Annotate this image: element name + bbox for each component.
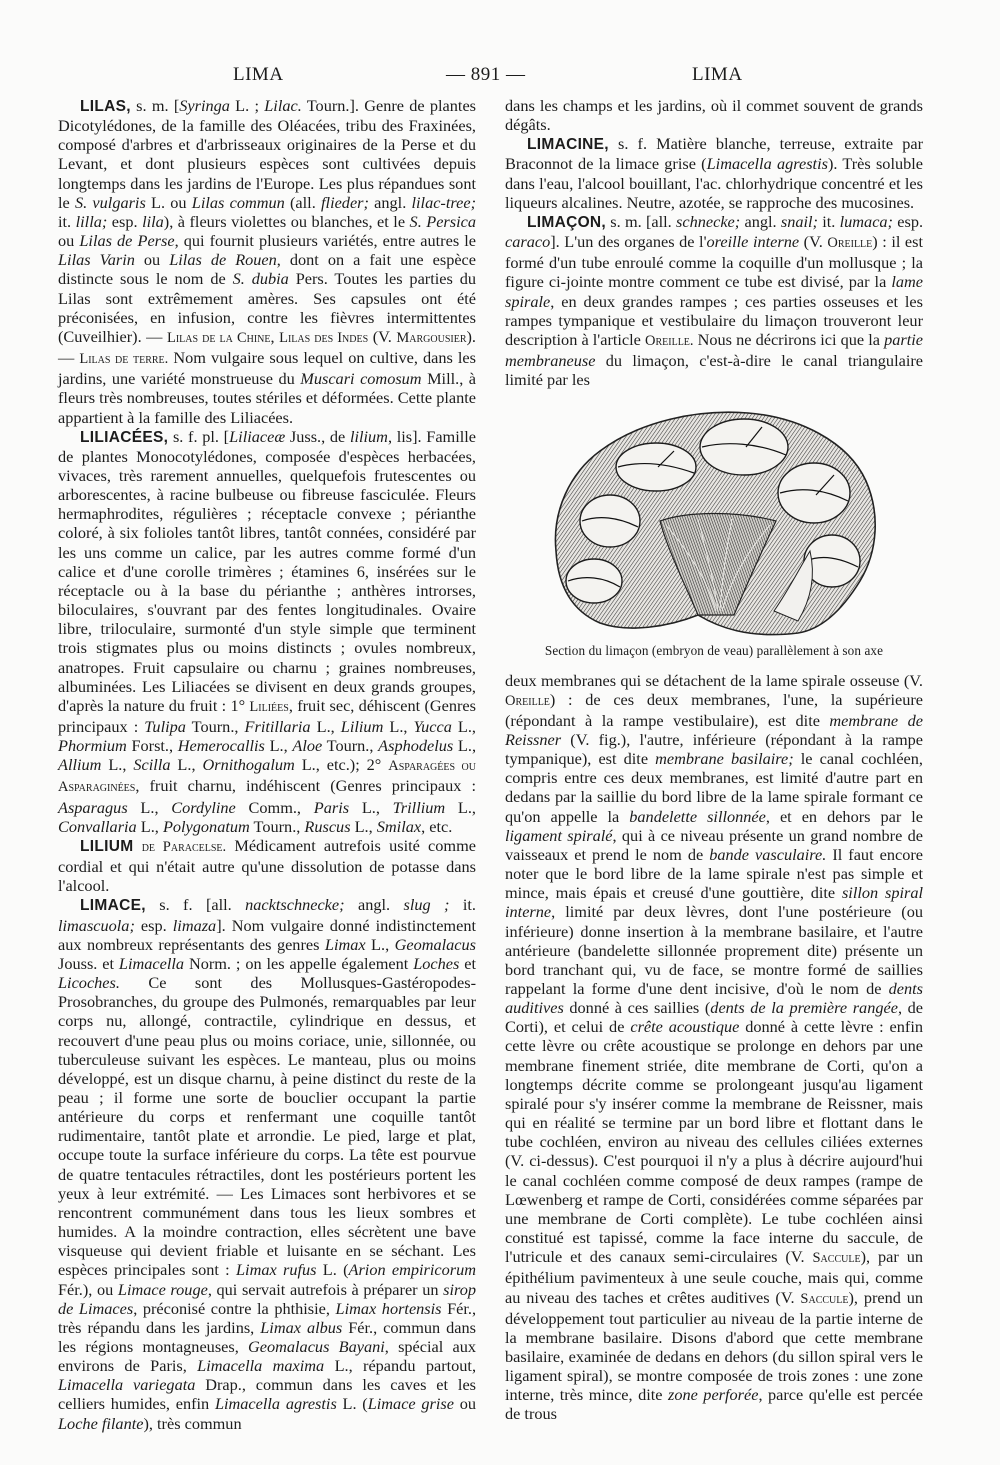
- right-column-bottom: [505, 671, 923, 1424]
- entry-headword: LIMACINE,: [527, 136, 609, 154]
- page-number: — 891 —: [446, 64, 526, 85]
- left-entry: [58, 96, 476, 427]
- entry-body: s. m. [Syringa L. ; Lilac. Tourn.]. Genre de plantes Dicotylédones, de la famille des Oléacées, tribu des Fraxinées, composé d'arbres et d'arbrisseaux originaires de la Perse et du Levant, et dont plusieurs espèces sont cultivées depuis longtemps dans les jardins de l'Europe. Les plus répandues sont le S. vulgaris L. ou Lilas commun (all. flieder; angl. lilac-tree; it. lilla; esp. lila), à fleurs violettes ou blanches, et le S. Persica ou Lilas de Perse, qui fournit plusieurs variétés, entre autres le Lilas Varin ou Lilas de Rouen, dont on a fait une espèce distincte sous le nom de S. dubia Pers. Toutes les parties du Lilas sont extrêmement amères. Ses capsules ont été préconisées, en infusion, contre les fièvres intermittentes (Cuveilhier). — Lilas de la Chine, Lilas des Indes (V. Margousier). — Lilas de terre. Nom vulgaire sous lequel on cultive, dans les jardins, une variété monstrueuse du Muscari comosum Mill., à fleurs très nombreuses, toutes stériles et déformées. Cette plante appartient à la famille des Liliacées.: [58, 96, 477, 427]
- entry-headword: LIMACE,: [80, 897, 146, 915]
- entry-headword: LILIUM: [80, 837, 134, 855]
- entry-body: de Paracelse. Médicament autrefois usité comme cordial et qui n'était autre qu'une dissolution de potasse dans l'alcool.: [58, 835, 476, 896]
- right-top-entry: [505, 212, 923, 389]
- running-header: [0, 64, 1000, 92]
- figure-caption: Section du limaçon (embryon de veau) parallèlement à son axe: [544, 643, 884, 659]
- left-entry: [58, 836, 476, 895]
- cochlea-figure: [505, 401, 923, 660]
- right-column: [505, 96, 923, 1424]
- entry-body: dans les champs et les jardins, où il commet souvent de grands dégâts.: [505, 96, 923, 135]
- entry-body: s. f. pl. [Liliaceæ Juss., de lilium, lis]. Famille de plantes Monocotylédones, composée d'espèces herbacées, vivaces, très rarement annuelles, quelquefois frutescentes ou arborescentes, à racine bulbeuse ou fibreuse fasciculée. Fleurs hermaphrodites, régulières ; réceptacle convexe ; périanthe coloré, à six folioles tantôt libres, tantôt connées, considéré par les uns comme un calice, par les autres comme formé d'un calice et d'une corolle trimères ; étamines 6, insérées sur le réceptacle ou à la base du périanthe ; anthères introrses, biloculaires, s'ouvrant par des fentes longitudinales. Ovaire libre, triloculaire, surmonté d'un style simple que terminent trois stigmates plus ou moins distincts ; ovules nombreux, anatropes. Fruit capsulaire ou charnu ; graines nombreuses, albuminées. Les Liliacées se divisent en deux grands groupes, d'après la nature du fruit : 1° Liliées, fruit sec, déhiscent (Genres principaux : Tulipa Tourn., Fritillaria L., Lilium L., Yucca L., Phormium Forst., Hemerocallis L., Aloe Tourn., Asphodelus L., Allium L., Scilla L., Ornithogalum L., etc.); 2° Asparagées ou Asparaginées, fruit charnu, indéhiscent (Genres principaux : Asparagus L., Cordyline Comm., Paris L., Trillium L., Convallaria L., Polygonatum Tourn., Ruscus L., Smilax, etc.: [58, 426, 477, 836]
- entry-body: s. m. [all. schnecke; angl. snail; it. lumaca; esp. caraco]. L'un des organes de l'oreille interne (V. Oreille) : il est formé d'un tube enroulé comme la coquille d'un mollusque ; la figure ci-jointe montre comment ce tube est divisé, par la lame spirale, en deux grandes rampes ; ces parties osseuses et les rampes tympanique et vestibulaire du limaçon trouveront leur description à l'article Oreille. Nous ne décrirons ici que la partie membraneuse du limaçon, c'est-à-dire le canal triangulaire limité par les: [505, 211, 924, 390]
- right-top-entry: [505, 96, 923, 134]
- right-top-entry: [505, 134, 923, 212]
- right-bottom-entry: [505, 671, 923, 1424]
- entry-headword: LILIACÉES,: [80, 428, 169, 446]
- entry-body: s. f. Matière blanche, terreuse, extraite par Braconnot de la limace grise (Limacella agrestis). Très soluble dans l'eau, l'alcool bouillant, l'ac. chlorhydrique concentré et les liqueurs alcalines. Neutre, azotée, se rapproche des mucosines.: [505, 134, 924, 212]
- entry-headword: LILAS,: [80, 98, 131, 115]
- header-left-word: LIMA: [233, 64, 284, 85]
- header-right-word: LIMA: [692, 64, 743, 85]
- right-column-top: [505, 96, 923, 389]
- entry-headword: LIMAÇON,: [527, 213, 607, 231]
- entry-body: s. f. [all. nacktschnecke; angl. slug ; it. limascuola; esp. limaza]. Nom vulgaire donné indistinctement aux nombreux représentants des genres Limax L., Geomalacus Jouss. et Limacella Norm. ; on les appelle également Loches et Licoches. Ce sont des Mollusques-Gastéropodes-Prosobranches, du groupe des Pulmonés, remarquables par leur corps nu, allongé, contractile, cylindrique en dessus, et recouvert d'une peau plus ou moins coriace, unie, sillonnée, ou tuberculeuse suivant les espèces. Le manteau, plus ou moins développé, est un disque charnu, à peine distinct du reste de la peau ; il forme une sorte de bouclier occupant la partie antérieure du corps et renfermant une coquille tantôt rudimentaire, tantôt plate et arrondie. Le pied, large et plat, occupe toute la surface inférieure du corps. La tête est pourvue de quatre tentacules rétractiles, dont les postérieurs portent les yeux à leur extrémité. — Les Limaces sont herbivores et se rencontrent communément dans tous les lieux sombres et humides. A la moindre contraction, elles sécrètent une bave visqueuse qui devient friable et luisante en se séchant. Les espèces principales sont : Limax rufus L. (Arion empiricorum Fér.), ou Limace rouge, qui servait autrefois à préparer un sirop de Limaces, préconisé contre la phthisie, Limax hortensis Fér., très répandu dans les jardins, Limax albus Fér., commun dans les régions montagneuses, Geomalacus Bayani, spécial aux environs de Paris, Limacella maxima L., répandu partout, Limacella variegata Drap., commun dans les caves et les celliers humides, enfin Limacella agrestis L. (Limace grise ou Loche filante), très commun: [58, 895, 477, 1433]
- left-column: [58, 96, 476, 1433]
- entry-body: deux membranes qui se détachent de la lame spirale osseuse (V. Oreille) : de ces deux membranes, l'une, la supérieure (répondant à la rampe vestibulaire), est dite membrane de Reissner (V. fig.), l'autre, inférieure (répondant à la rampe tympanique), est dite membrane basilaire; le canal cochléen, compris entre ces deux membranes, est limité d'autre part en dedans par la saillie du bord libre de la lame spirale formant ce qu'on appelle la bandelette sillonnée, et en dehors par le ligament spiralé, qui à ce niveau présente un grand nombre de vaisseaux et prend le nom de bande vasculaire. Il faut encore noter que le bord libre de la lame spirale n'est pas simple et mince, mais épais et creusé d'une gouttière, dite sillon spiral interne, limité par deux lèvres, dont l'une postérieure (ou inférieure) donne insertion à la membrane basilaire, et l'autre antérieure (bandelette sillonnée proprement dite) présente un bord tranchant qui, vu de face, se montre formé de saillies rappelant la forme d'une dent incisive, d'où le nom de dents auditives donné à ces saillies (dents de la première rangée, de Corti), et celui de crête acoustique donné à cette lèvre : enfin cette lèvre ou crête acoustique se prolonge en dehors par une membrane finement striée, dite membrane de Corti, qu'on a longtemps décrite comme se prolongeant jusqu'au ligament spiralé pour s'y insérer comme la membrane de Reissner, mais qui en réalité se termine par un bord libre et flottant dans le tube cochléen, environ au niveau des cellules ciliées externes (V. ci-dessus). C'est pourquoi il n'y a plus à décrire aujourd'hui le canal cochléen comme composé de deux rampes (rampe de Lœwenberg et rampe de Corti, considérées comme séparées par une membrane de Corti complète). Le tube cochléen ainsi constitué est tapissé, comme la face interne du saccule, de l'utricule et des canaux semi-circulaires (V. Saccule), par un épithélium pavimenteux à une seule couche, mais qui, comme au niveau des taches et crêtes auditives (V. Saccule), prend un développement tout particulier au niveau de la partie interne de la membrane basilaire. Disons d'abord que cette membrane basilaire, examinée de dedans en dehors (du sillon spiral vers le ligament spiral), se montre composée de trois zones : une zone interne, très mince, dite zone perforée, parce qu'elle est percée de trous: [505, 670, 924, 1424]
- cochlea-engraving: [548, 401, 880, 639]
- left-entry: [58, 895, 476, 1432]
- left-entry: [58, 427, 476, 836]
